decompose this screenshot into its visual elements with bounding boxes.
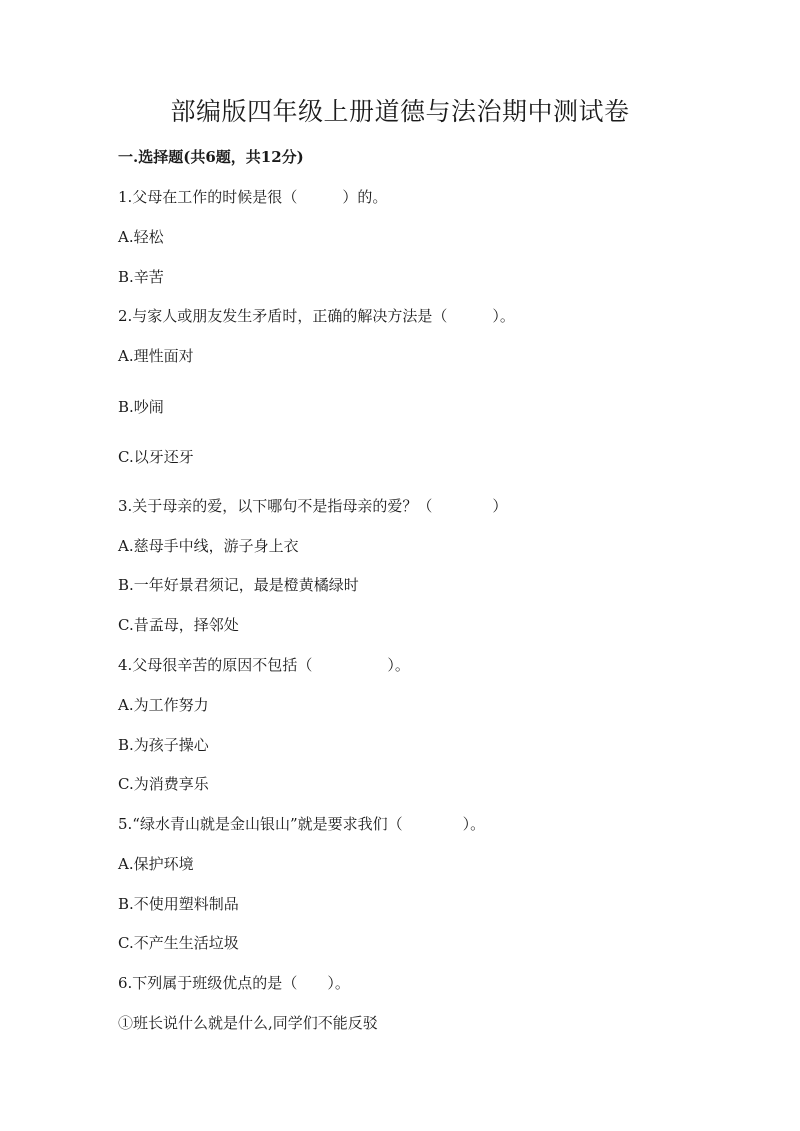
question-3-stem: 3.关于母亲的爱，以下哪句不是指母亲的爱？（ ） [118, 497, 508, 515]
question-6-stem: 6.下列属于班级优点的是（ ）。 [118, 974, 350, 992]
question-1-stem: 1.父母在工作的时候是很（ ）的。 [118, 188, 388, 206]
question-3-option-c: C.昔孟母，择邻处 [118, 616, 239, 634]
question-5-option-a: A.保护环境 [118, 855, 194, 873]
page-title: 部编版四年级上册道德与法治期中测试卷 [170, 97, 630, 126]
question-1-option-b: B.辛苦 [118, 268, 164, 286]
question-2-option-c: C.以牙还牙 [118, 448, 194, 466]
question-3-option-a: A.慈母手中线，游子身上衣 [118, 537, 299, 555]
question-3-option-b: B.一年好景君须记，最是橙黄橘绿时 [118, 576, 359, 594]
question-4-stem: 4.父母很辛苦的原因不包括（ ）。 [118, 656, 410, 674]
question-6-item-1: ①班长说什么就是什么,同学们不能反驳 [118, 1014, 378, 1032]
question-5-stem: 5.“绿水青山就是金山银山”就是要求我们（ ）。 [118, 815, 486, 833]
question-5-option-c: C.不产生生活垃圾 [118, 934, 239, 952]
question-4-option-a: A.为工作努力 [118, 696, 209, 714]
question-1-option-a: A.轻松 [118, 228, 164, 246]
question-2-stem: 2.与家人或朋友发生矛盾时，正确的解决方法是（ ）。 [118, 307, 515, 325]
question-4-option-c: C.为消费享乐 [118, 775, 209, 793]
question-4-option-b: B.为孩子操心 [118, 736, 209, 754]
question-5-option-b: B.不使用塑料制品 [118, 895, 239, 913]
section-heading: 一.选择题(共6题，共12分) [118, 148, 304, 166]
question-2-option-b: B.吵闹 [118, 398, 164, 416]
question-2-option-a: A.理性面对 [118, 347, 194, 365]
